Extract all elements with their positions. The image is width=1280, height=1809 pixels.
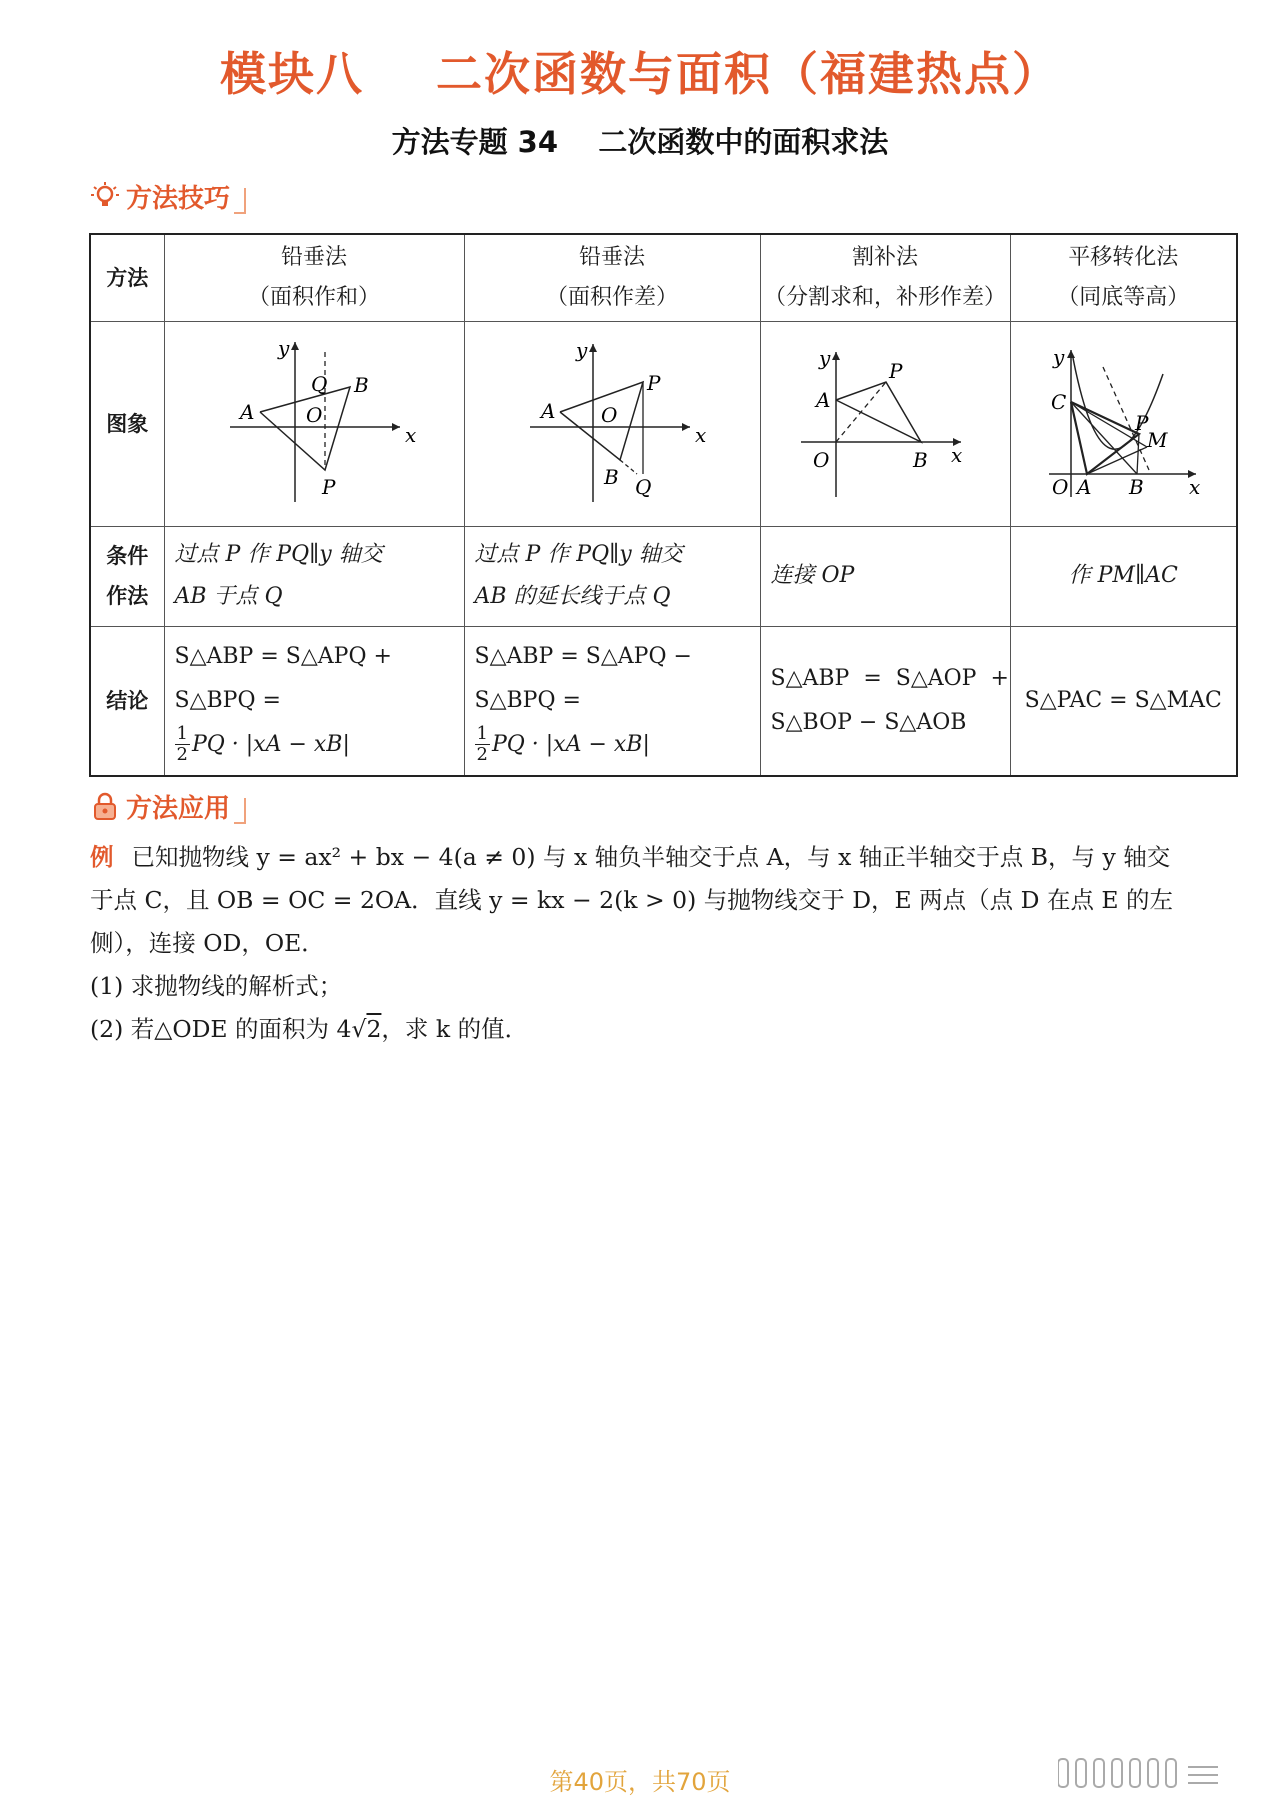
label-y: y (277, 335, 289, 360)
label-O: O (1051, 474, 1068, 499)
method-header-1: 铅垂法 （面积作和） (164, 234, 464, 321)
label-B: B (1128, 474, 1144, 499)
method-header-3: 割补法 （分割求和，补形作差） (760, 234, 1010, 321)
label-y: y (1052, 344, 1064, 369)
label-y: y (575, 337, 587, 362)
label-C: C (1050, 389, 1066, 414)
row-label-method: 方法 (90, 234, 164, 321)
label-x: x (404, 422, 416, 447)
table-row-figure (90, 321, 1237, 526)
condition-cell-4: 作 PM∥AC (1010, 526, 1237, 626)
conclusion-cell-1: S△ABP = S△APQ + S△BPQ = $\frac{1}{2}$ PQ · |xA − xB| (164, 626, 464, 776)
figure-1-diagram (165, 322, 465, 522)
page-number: 第40页，共70页 (549, 1768, 731, 1796)
method-header-2: 铅垂法 （面积作差） (464, 234, 760, 321)
label-A: A (239, 399, 254, 424)
label-P: P (1134, 410, 1148, 435)
label-M: M (1146, 427, 1167, 452)
figure-2-diagram (465, 322, 761, 522)
table-row-condition (90, 526, 1237, 626)
figure-cell-3 (760, 321, 1010, 526)
label-P: P (321, 474, 335, 499)
example-line-1: 已知抛物线 y = ax² + bx − 4(a ≠ 0) 与 x 轴负半轴交于点 A，与 x 轴正半轴交于点 B，与 y 轴交 (131, 843, 1171, 871)
label-Q: Q (634, 474, 651, 499)
label-B: B (912, 447, 928, 472)
row-label-figure: 图象 (90, 321, 164, 526)
condition-cell-2: 过点 P 作 PQ∥y 轴交 AB 的延长线于点 Q (464, 526, 760, 626)
table-row-method (90, 234, 1237, 321)
method-header-4: 平移转化法 （同底等高） (1010, 234, 1237, 321)
conclusion-cell-2: S△ABP = S△APQ − S△BPQ = $\frac{1}{2}$ PQ · |xA − xB| (464, 626, 760, 776)
condition-cell-1: 过点 P 作 PQ∥y 轴交 AB 于点 Q (164, 526, 464, 626)
methods-table (89, 233, 1238, 777)
section-heading-application (90, 786, 246, 826)
figure-cell-2 (464, 321, 760, 526)
example-label: 例 (90, 843, 114, 871)
label-x: x (1188, 474, 1200, 499)
scan-bars-icon (1058, 1755, 1258, 1795)
section-heading-label: 方法应用 (126, 793, 231, 824)
conclusion-cell-3: S△ABP = S△AOP + S△BOP − S△AOB (760, 626, 1010, 776)
lightbulb-icon (90, 181, 120, 211)
label-O: O (600, 402, 617, 427)
label-P: P (888, 358, 902, 383)
table-row-conclusion (90, 626, 1237, 776)
fraction-one-half: $\frac{1}{2}$ (476, 723, 488, 766)
label-O: O (812, 447, 829, 472)
figure-cell-4 (1010, 321, 1237, 526)
figure-4-diagram (1011, 322, 1238, 522)
label-B: B (603, 464, 619, 489)
condition-cell-3: 连接 OP (760, 526, 1010, 626)
label-P: P (646, 370, 660, 395)
example-line-3: 侧），连接 OD，OE． (90, 929, 325, 957)
question-1: (1) 求抛物线的解析式； (90, 972, 343, 1000)
label-x: x (950, 442, 962, 467)
label-x: x (694, 422, 706, 447)
example-line-2: 于点 C，且 OB = OC = 2OA．直线 y = kx − 2(k > 0) 与抛物线交于 D，E 两点（点 D 在点 E 的左 (90, 886, 1174, 914)
row-label-condition: 条件 作法 (90, 526, 164, 626)
label-A: A (1076, 474, 1091, 499)
label-A: A (540, 398, 555, 423)
label-A: A (815, 387, 830, 412)
label-B: B (353, 372, 369, 397)
label-y: y (818, 345, 830, 370)
label-Q: Q (310, 371, 327, 396)
lock-icon (90, 791, 120, 821)
page-subtitle: 方法专题 34 二次函数中的面积求法 (391, 125, 889, 159)
section-heading-label: 方法技巧 (126, 183, 231, 214)
row-label-conclusion: 结论 (90, 626, 164, 776)
conclusion-cell-4: S△PAC = S△MAC (1010, 626, 1237, 776)
figure-3-diagram (761, 322, 1011, 522)
fraction-one-half: $\frac{1}{2}$ (176, 723, 188, 766)
page-title: 模块八 二次函数与面积（福建热点） (219, 47, 1061, 101)
section-heading-techniques (90, 176, 246, 216)
question-2: (2) 若△ODE 的面积为 4√2，求 k 的值． (90, 1015, 529, 1043)
figure-cell-1 (164, 321, 464, 526)
label-O: O (305, 402, 322, 427)
example-problem (90, 836, 1236, 1051)
